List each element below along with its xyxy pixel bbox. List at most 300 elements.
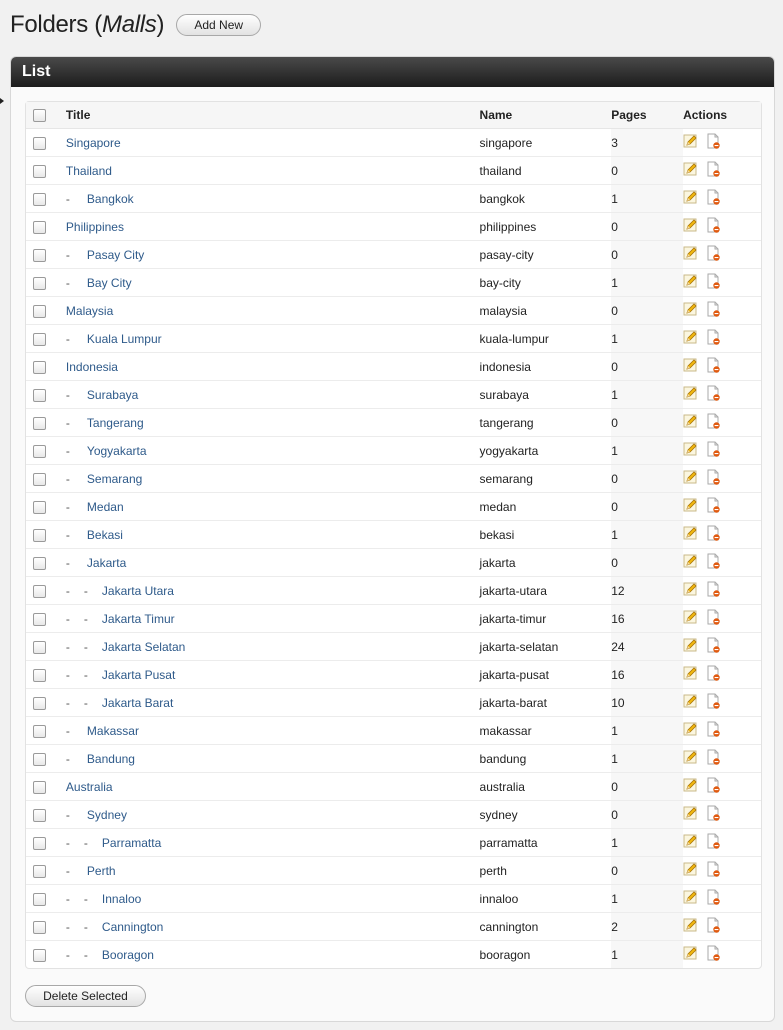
row-pages: 1: [611, 185, 683, 213]
row-title-cell: [66, 213, 480, 241]
row-title-link[interactable]: Kuala Lumpur: [86, 331, 162, 346]
row-title-link[interactable]: Jakarta: [86, 555, 127, 570]
row-actions: [683, 801, 761, 829]
row-checkbox[interactable]: [33, 417, 46, 430]
pencil-edit-icon[interactable]: [683, 218, 698, 236]
row-actions: [683, 577, 761, 605]
add-new-button[interactable]: Add New: [176, 14, 261, 36]
delete-page-icon[interactable]: [706, 329, 721, 349]
row-select-cell: [26, 885, 66, 913]
indent-marker: -: [65, 835, 70, 850]
indent-marker: -: [65, 471, 70, 486]
table-row: [26, 353, 761, 381]
row-select-cell: [26, 353, 66, 381]
row-actions: [683, 381, 761, 409]
row-name: innaloo: [480, 885, 612, 913]
table-row: [26, 549, 761, 577]
row-checkbox[interactable]: [33, 361, 46, 374]
row-checkbox[interactable]: [33, 781, 46, 794]
row-checkbox[interactable]: [33, 529, 46, 542]
indent-marker: -: [65, 947, 70, 962]
row-select-cell: [26, 773, 66, 801]
delete-page-icon[interactable]: [706, 553, 721, 573]
pencil-edit-icon[interactable]: [683, 190, 698, 208]
row-checkbox[interactable]: [33, 305, 46, 318]
pencil-edit-icon[interactable]: [683, 610, 698, 628]
pencil-edit-icon[interactable]: [683, 162, 698, 180]
row-checkbox[interactable]: [33, 165, 46, 178]
row-checkbox[interactable]: [33, 389, 46, 402]
row-title-link[interactable]: Thailand: [65, 163, 112, 178]
pencil-edit-icon[interactable]: [683, 946, 698, 964]
delete-page-icon[interactable]: [706, 861, 721, 881]
row-checkbox[interactable]: [33, 249, 46, 262]
indent-marker: -: [65, 499, 70, 514]
indent-marker: -: [65, 611, 70, 626]
table-row: [26, 521, 761, 549]
pencil-edit-icon[interactable]: [683, 274, 698, 292]
row-select-cell: [26, 801, 66, 829]
pencil-edit-icon[interactable]: [683, 722, 698, 740]
row-pages: 0: [611, 801, 683, 829]
row-pages: 1: [611, 717, 683, 745]
indent-marker: -: [83, 695, 88, 710]
row-title-link[interactable]: Booragon: [101, 947, 154, 962]
table-row: [26, 941, 761, 968]
row-pages: 0: [611, 213, 683, 241]
column-header-pages: Pages: [611, 102, 683, 129]
row-title-link[interactable]: Jakarta Selatan: [101, 639, 186, 654]
table-row: [26, 437, 761, 465]
row-checkbox[interactable]: [33, 193, 46, 206]
column-header-actions: Actions: [683, 102, 761, 129]
row-checkbox[interactable]: [33, 277, 46, 290]
row-select-cell: [26, 465, 66, 493]
row-checkbox[interactable]: [33, 445, 46, 458]
row-title-cell: [66, 549, 480, 577]
table-row: [26, 297, 761, 325]
indent-marker: -: [65, 191, 70, 206]
row-select-cell: [26, 745, 66, 773]
delete-page-icon[interactable]: [706, 133, 721, 153]
row-title-cell: [66, 129, 480, 157]
row-select-cell: [26, 325, 66, 353]
row-name: bangkok: [480, 185, 612, 213]
row-title-cell: [66, 801, 480, 829]
indent-marker: -: [65, 555, 70, 570]
indent-marker: -: [65, 723, 70, 738]
delete-page-icon[interactable]: [706, 889, 721, 909]
row-select-cell: [26, 409, 66, 437]
indent-marker: -: [65, 275, 70, 290]
delete-page-icon[interactable]: [706, 833, 721, 853]
row-title-link[interactable]: Medan: [86, 499, 124, 514]
row-title-cell: [66, 633, 480, 661]
row-select-cell: [26, 269, 66, 297]
row-pages: 0: [611, 493, 683, 521]
page-header: [10, 8, 261, 42]
row-checkbox[interactable]: [33, 557, 46, 570]
table-row: [26, 577, 761, 605]
row-actions: [683, 213, 761, 241]
delete-page-icon[interactable]: [706, 637, 721, 657]
row-title-link[interactable]: Tangerang: [86, 415, 144, 430]
pencil-edit-icon[interactable]: [683, 834, 698, 852]
row-pages: 1: [611, 437, 683, 465]
row-checkbox[interactable]: [33, 669, 46, 682]
row-title-cell: [66, 717, 480, 745]
table-row: [26, 633, 761, 661]
row-pages: 16: [611, 661, 683, 689]
row-title-link[interactable]: Sydney: [86, 807, 127, 822]
row-actions: [683, 437, 761, 465]
column-header-title: Title: [66, 102, 480, 129]
delete-page-icon[interactable]: [706, 497, 721, 517]
indent-marker: -: [65, 891, 70, 906]
row-name: bay-city: [480, 269, 612, 297]
pencil-edit-icon[interactable]: [683, 302, 698, 320]
row-title-cell: [66, 437, 480, 465]
indent-marker: -: [65, 639, 70, 654]
table-row: [26, 913, 761, 941]
row-select-cell: [26, 577, 66, 605]
row-actions: [683, 745, 761, 773]
row-actions: [683, 409, 761, 437]
row-actions: [683, 157, 761, 185]
row-title-cell: [66, 409, 480, 437]
table-row: [26, 325, 761, 353]
pencil-edit-icon[interactable]: [683, 386, 698, 404]
pencil-edit-icon[interactable]: [683, 498, 698, 516]
row-name: singapore: [480, 129, 612, 157]
row-title-link[interactable]: Cannington: [101, 919, 164, 934]
pencil-edit-icon[interactable]: [683, 442, 698, 460]
row-checkbox[interactable]: [33, 697, 46, 710]
row-pages: 10: [611, 689, 683, 717]
indent-marker: -: [83, 583, 88, 598]
row-select-cell: [26, 549, 66, 577]
pencil-edit-icon[interactable]: [683, 554, 698, 572]
row-actions: [683, 913, 761, 941]
page-title: Folders (Malls): [10, 11, 165, 38]
pencil-edit-icon[interactable]: [683, 414, 698, 432]
row-actions: [683, 661, 761, 689]
row-checkbox[interactable]: [33, 921, 46, 934]
row-title-cell: [66, 689, 480, 717]
row-name: jakarta-timur: [480, 605, 612, 633]
row-title-link[interactable]: Bandung: [86, 751, 135, 766]
row-checkbox[interactable]: [33, 893, 46, 906]
table-header-row: [26, 102, 761, 129]
row-title-link[interactable]: Malaysia: [65, 303, 114, 318]
indent-marker: -: [65, 331, 70, 346]
row-title-link[interactable]: Makassar: [86, 723, 139, 738]
row-pages: 12: [611, 577, 683, 605]
row-name: jakarta-barat: [480, 689, 612, 717]
delete-page-icon[interactable]: [706, 665, 721, 685]
row-name: sydney: [480, 801, 612, 829]
row-actions: [683, 521, 761, 549]
delete-page-icon[interactable]: [706, 385, 721, 405]
row-title-link[interactable]: Bay City: [86, 275, 132, 290]
row-actions: [683, 549, 761, 577]
row-pages: 1: [611, 269, 683, 297]
row-actions: [683, 185, 761, 213]
delete-page-icon[interactable]: [706, 301, 721, 321]
row-title-cell: [66, 773, 480, 801]
table-row: [26, 689, 761, 717]
table-row: [26, 829, 761, 857]
pencil-edit-icon[interactable]: [683, 246, 698, 264]
indent-marker: -: [65, 667, 70, 682]
table-row: [26, 241, 761, 269]
delete-selected-button[interactable]: Delete Selected: [25, 985, 146, 1007]
arrow-marker-icon: [0, 98, 4, 104]
pencil-edit-icon[interactable]: [683, 862, 698, 880]
delete-page-icon[interactable]: [706, 189, 721, 209]
row-title-cell: [66, 157, 480, 185]
row-title-cell: [66, 941, 480, 968]
row-checkbox[interactable]: [33, 613, 46, 626]
table-row: [26, 185, 761, 213]
row-pages: 0: [611, 857, 683, 885]
indent-marker: -: [83, 667, 88, 682]
row-title-link[interactable]: Bangkok: [86, 191, 134, 206]
row-checkbox[interactable]: [33, 501, 46, 514]
row-pages: 1: [611, 745, 683, 773]
row-pages: 0: [611, 353, 683, 381]
row-title-link[interactable]: Jakarta Pusat: [101, 667, 176, 682]
row-pages: 0: [611, 409, 683, 437]
row-select-cell: [26, 213, 66, 241]
indent-marker: -: [65, 863, 70, 878]
row-checkbox[interactable]: [33, 137, 46, 150]
row-name: malaysia: [480, 297, 612, 325]
row-name: semarang: [480, 465, 612, 493]
pencil-edit-icon[interactable]: [683, 638, 698, 656]
row-title-link[interactable]: Bekasi: [86, 527, 123, 542]
row-select-cell: [26, 437, 66, 465]
row-name: bandung: [480, 745, 612, 773]
row-select-cell: [26, 157, 66, 185]
table-row: [26, 661, 761, 689]
row-checkbox[interactable]: [33, 585, 46, 598]
indent-marker: -: [83, 611, 88, 626]
row-actions: [683, 325, 761, 353]
indent-marker: -: [65, 527, 70, 542]
row-actions: [683, 689, 761, 717]
row-actions: [683, 493, 761, 521]
delete-page-icon[interactable]: [706, 917, 721, 937]
delete-page-icon[interactable]: [706, 441, 721, 461]
delete-page-icon[interactable]: [706, 581, 721, 601]
pencil-edit-icon[interactable]: [683, 778, 698, 796]
row-name: australia: [480, 773, 612, 801]
indent-marker: -: [65, 583, 70, 598]
row-select-cell: [26, 857, 66, 885]
row-select-cell: [26, 689, 66, 717]
delete-page-icon[interactable]: [706, 721, 721, 741]
indent-marker: -: [65, 807, 70, 822]
row-select-cell: [26, 129, 66, 157]
row-select-cell: [26, 941, 66, 968]
row-pages: 0: [611, 773, 683, 801]
pencil-edit-icon[interactable]: [683, 526, 698, 544]
row-select-cell: [26, 661, 66, 689]
row-name: cannington: [480, 913, 612, 941]
pencil-edit-icon[interactable]: [683, 134, 698, 152]
row-title-link[interactable]: Indonesia: [65, 359, 118, 374]
row-select-cell: [26, 913, 66, 941]
row-title-cell: [66, 185, 480, 213]
row-title-link[interactable]: Philippines: [65, 219, 124, 234]
row-checkbox[interactable]: [33, 333, 46, 346]
row-pages: 0: [611, 157, 683, 185]
row-select-cell: [26, 521, 66, 549]
row-pages: 0: [611, 297, 683, 325]
list-panel: [10, 56, 775, 1022]
row-actions: [683, 773, 761, 801]
row-title-cell: [66, 857, 480, 885]
indent-marker: -: [83, 639, 88, 654]
row-name: yogyakarta: [480, 437, 612, 465]
row-name: medan: [480, 493, 612, 521]
pencil-edit-icon[interactable]: [683, 890, 698, 908]
indent-marker: -: [65, 695, 70, 710]
row-title-cell: [66, 577, 480, 605]
pencil-edit-icon[interactable]: [683, 330, 698, 348]
bottom-actions: [25, 985, 146, 1007]
row-checkbox[interactable]: [33, 753, 46, 766]
row-pages: 1: [611, 521, 683, 549]
row-title-cell: [66, 353, 480, 381]
row-title-link[interactable]: Pasay City: [86, 247, 145, 262]
row-title-link[interactable]: Jakarta Barat: [101, 695, 174, 710]
row-actions: [683, 829, 761, 857]
pencil-edit-icon[interactable]: [683, 358, 698, 376]
pencil-edit-icon[interactable]: [683, 750, 698, 768]
pencil-edit-icon[interactable]: [683, 666, 698, 684]
row-title-cell: [66, 913, 480, 941]
row-pages: 0: [611, 241, 683, 269]
delete-page-icon[interactable]: [706, 525, 721, 545]
row-title-link[interactable]: Australia: [65, 779, 113, 794]
row-checkbox[interactable]: [33, 221, 46, 234]
row-title-cell: [66, 605, 480, 633]
table-row: [26, 885, 761, 913]
pencil-edit-icon[interactable]: [683, 470, 698, 488]
indent-marker: -: [83, 835, 88, 850]
table-row: [26, 213, 761, 241]
row-pages: 1: [611, 829, 683, 857]
row-title-link[interactable]: Semarang: [86, 471, 143, 486]
pencil-edit-icon[interactable]: [683, 918, 698, 936]
row-pages: 1: [611, 885, 683, 913]
row-actions: [683, 269, 761, 297]
row-actions: [683, 605, 761, 633]
row-title-cell: [66, 661, 480, 689]
column-header-name: Name: [480, 102, 612, 129]
row-checkbox[interactable]: [33, 641, 46, 654]
row-pages: 3: [611, 129, 683, 157]
row-title-cell: [66, 829, 480, 857]
row-title-link[interactable]: Singapore: [65, 135, 121, 150]
pencil-edit-icon[interactable]: [683, 582, 698, 600]
row-checkbox[interactable]: [33, 949, 46, 962]
row-select-cell: [26, 717, 66, 745]
delete-page-icon[interactable]: [706, 245, 721, 265]
delete-page-icon[interactable]: [706, 693, 721, 713]
row-title-link[interactable]: Jakarta Timur: [101, 611, 175, 626]
panel-title: List: [11, 57, 774, 87]
row-select-cell: [26, 633, 66, 661]
page-title-section: Malls: [102, 11, 157, 38]
select-all-cell: [26, 102, 66, 129]
row-select-cell: [26, 381, 66, 409]
table-row: [26, 773, 761, 801]
row-name: kuala-lumpur: [480, 325, 612, 353]
delete-page-icon[interactable]: [706, 805, 721, 825]
row-title-cell: [66, 885, 480, 913]
delete-page-icon[interactable]: [706, 357, 721, 377]
delete-page-icon[interactable]: [706, 609, 721, 629]
indent-marker: -: [83, 891, 88, 906]
row-checkbox[interactable]: [33, 473, 46, 486]
delete-page-icon[interactable]: [706, 777, 721, 797]
row-title-cell: [66, 325, 480, 353]
select-all-checkbox[interactable]: [33, 109, 46, 122]
row-pages: 2: [611, 913, 683, 941]
row-checkbox[interactable]: [33, 865, 46, 878]
row-checkbox[interactable]: [33, 725, 46, 738]
delete-page-icon[interactable]: [706, 273, 721, 293]
pencil-edit-icon[interactable]: [683, 694, 698, 712]
row-title-link[interactable]: Jakarta Utara: [101, 583, 174, 598]
indent-marker: -: [65, 751, 70, 766]
row-checkbox[interactable]: [33, 837, 46, 850]
delete-page-icon[interactable]: [706, 469, 721, 489]
indent-marker: -: [83, 947, 88, 962]
row-name: tangerang: [480, 409, 612, 437]
delete-page-icon[interactable]: [706, 217, 721, 237]
delete-page-icon[interactable]: [706, 413, 721, 433]
pencil-edit-icon[interactable]: [683, 806, 698, 824]
row-name: booragon: [479, 947, 531, 962]
row-name: thailand: [480, 157, 612, 185]
table-row: [26, 745, 761, 773]
delete-page-icon[interactable]: [706, 945, 721, 965]
row-title-link[interactable]: Yogyakarta: [86, 443, 147, 458]
row-actions: [683, 717, 761, 745]
row-title-link[interactable]: Innaloo: [101, 891, 142, 906]
row-name: jakarta-pusat: [480, 661, 612, 689]
delete-page-icon[interactable]: [706, 161, 721, 181]
row-select-cell: [26, 493, 66, 521]
row-title-link[interactable]: Perth: [86, 863, 116, 878]
row-title-cell: [66, 381, 480, 409]
row-pages: 1: [611, 325, 683, 353]
row-title-link[interactable]: Parramatta: [101, 835, 162, 850]
row-name: philippines: [480, 213, 612, 241]
row-checkbox[interactable]: [33, 809, 46, 822]
row-actions: [683, 885, 761, 913]
row-title-cell: [66, 521, 480, 549]
row-title-cell: [66, 269, 480, 297]
row-name: pasay-city: [480, 241, 612, 269]
row-title-link[interactable]: Surabaya: [86, 387, 139, 402]
row-name: surabaya: [480, 381, 612, 409]
delete-page-icon[interactable]: [706, 749, 721, 769]
